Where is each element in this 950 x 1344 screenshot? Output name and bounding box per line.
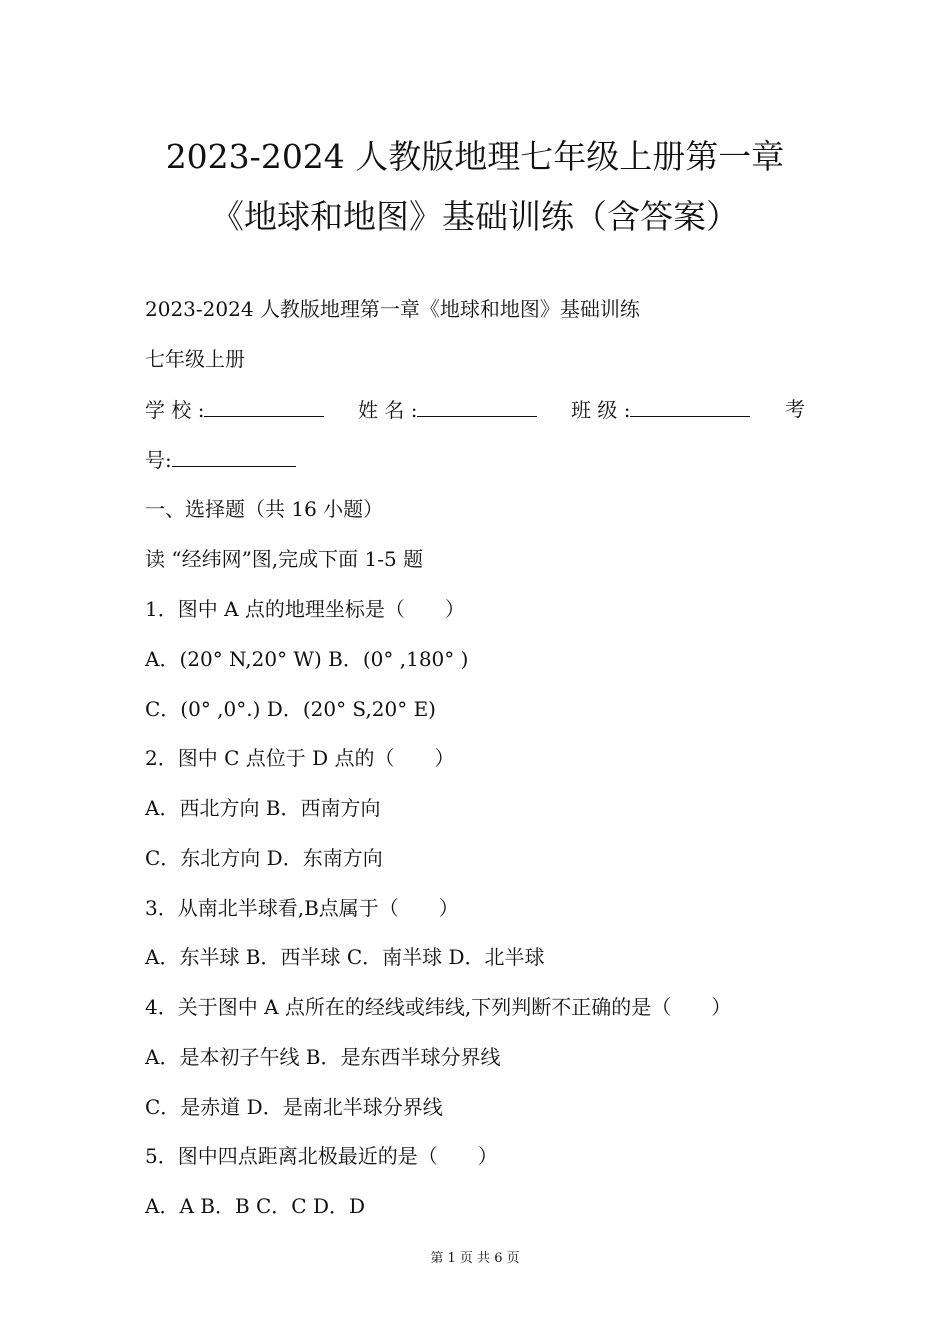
exam-number-label-part-1: 考 bbox=[785, 397, 805, 421]
question-4-options-ab: A．是本初子午线 B．是东西半球分界线 bbox=[145, 1045, 501, 1069]
question-4: 4．关于图中 A 点所在的经线或纬线,下列判断不正确的是（ ） bbox=[145, 995, 732, 1019]
document-title-line-1: 2023-2024 人教版地理七年级上册第一章 bbox=[165, 137, 785, 176]
grade-label: 七年级上册 bbox=[145, 347, 245, 371]
question-3: 3．从南北半球看,B点属于（ ） bbox=[145, 896, 459, 920]
question-5-options: A．A B．B C．C D．D bbox=[145, 1194, 366, 1218]
school-field bbox=[145, 396, 324, 423]
section-heading: 一、选择题（共 16 小题） bbox=[145, 497, 384, 521]
name-blank bbox=[417, 396, 537, 417]
exam-number-label-part-2: 号: bbox=[145, 448, 172, 472]
class-label: 班 级 : bbox=[571, 398, 631, 422]
school-blank bbox=[204, 396, 324, 417]
class-blank bbox=[630, 396, 750, 417]
document-subtitle: 2023-2024 人教版地理第一章《地球和地图》基础训练 bbox=[145, 297, 640, 321]
question-1-options-cd: C．(0° ,0°.) D．(20° S,20° E) bbox=[145, 697, 436, 721]
question-1: 1．图中 A 点的地理坐标是（ ） bbox=[145, 597, 465, 621]
class-field bbox=[571, 396, 750, 423]
name-field bbox=[358, 396, 537, 423]
document-title-line-2: 《地球和地图》基础训练（含答案） bbox=[211, 197, 739, 236]
question-1-options-ab: A．(20° N,20° W) B．(0° ,180° ) bbox=[145, 647, 469, 671]
exam-number-blank bbox=[172, 446, 296, 467]
school-label: 学 校 : bbox=[145, 398, 205, 422]
exam-number-field bbox=[145, 446, 296, 473]
question-3-options: A．东半球 B．西半球 C．南半球 D．北半球 bbox=[145, 945, 545, 969]
question-2-options-cd: C．东北方向 D．东南方向 bbox=[145, 846, 383, 870]
page-footer: 第 1 页 共 6 页 bbox=[430, 1251, 520, 1266]
question-4-options-cd: C．是赤道 D．是南北半球分界线 bbox=[145, 1095, 443, 1119]
question-group-instruction: 读 “经纬网”图,完成下面 1-5 题 bbox=[145, 547, 424, 571]
name-label: 姓 名 : bbox=[358, 398, 418, 422]
question-2-options-ab: A．西北方向 B．西南方向 bbox=[145, 796, 381, 820]
question-5: 5．图中四点距离北极最近的是（ ） bbox=[145, 1144, 498, 1168]
question-2: 2．图中 C 点位于 D 点的（ ） bbox=[145, 746, 455, 770]
